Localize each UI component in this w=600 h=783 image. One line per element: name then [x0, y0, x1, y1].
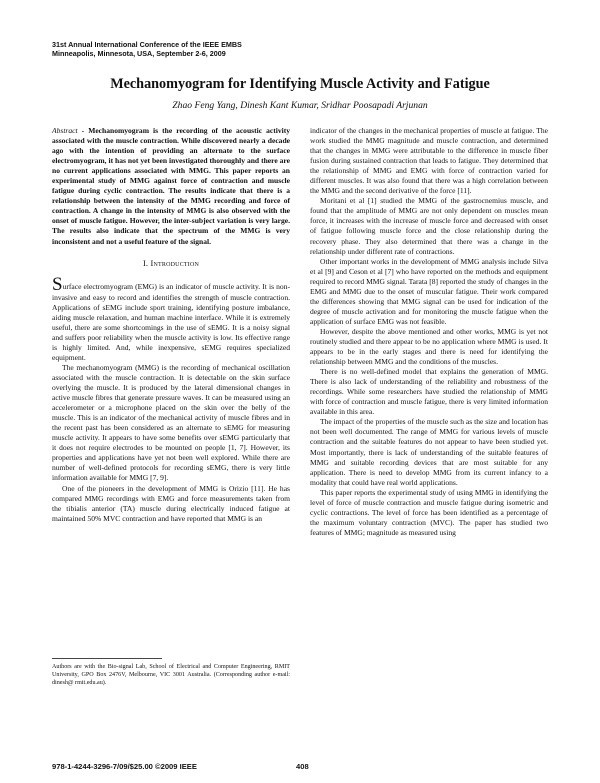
right-paragraph-7: This paper reports the experimental study of using MMG in identifying the level of force of muscle contraction and muscle fatigue during isometric and cyclic contractions. The level of force has been identified as a percentage of the maximum voluntary contraction (MVC). The paper has studied two features of MMG; magnitude as measured using [310, 487, 548, 537]
right-paragraph-5: There is no well-defined model that explains the generation of MMG. There is also lack of understanding of the reliability and robustness of the recordings. While some researchers have studied the relationship of MMG with force of contraction and muscle fatigue, there is very limited information available in this area. [310, 367, 548, 417]
intro-paragraph-3: One of the pioneers in the development of MMG is Orizio [11]. He has compared MMG recordings with EMG and force measurements taken from the tibialis anterior (TA) muscle during electrically induced fatigue at maintained 50% MVC contraction and have reported that MMG is an [52, 483, 290, 523]
right-paragraph-4: However, despite the above mentioned and other works, MMG is yet not routinely studied and there appear to be no application where MMG is used. It appears to be in the early stages and there is need for identifying the relationship between MMG and the conditions of the muscles. [310, 326, 548, 367]
intro-paragraph-1-text: urface electromyogram (EMG) is an indicator of muscle activity. It is non-invasive and easy to record and identifies the strength of muscle contraction. Applications of sEMG include sport training, identifying posture imbalance, aiding muscle relaxation, and human machine interface. While it is extremely useful, there are some shortcomings in the use of sEMG. It is a noisy signal and suffers poor reliability when the muscle activity is low. Its effective range is highly limited. And, while inexpensive, sEMG requires specialized equipment. [52, 281, 290, 362]
intro-paragraph-2: The mechanomyogram (MMG) is the recording of mechanical oscillation associated with the muscle contraction. It is detectable on the skin surface overlying the muscle. It is produced by the lateral dimensional changes in active muscle fibres that generate pressure waves. It can be measured using an accelerometer or a microphone placed on the skin over the belly of the muscle. This is an indicator of the mechanical activity of muscle fibres and in the recent past has been considered as an alternate to sEMG for measuring muscle activity. It appears to have some benefits over sEMG particularly that it does not require electrodes to be mounted on people [1, 7]. However, its properties and applications have yet not been well explored. While there are number of well-defined protocols for recording sEMG, there is very little information available for MMG [7, 9]. [52, 362, 290, 483]
isbn-copyright: 978-1-4244-3296-7/09/$25.00 ©2009 IEEE [52, 762, 197, 771]
abstract [52, 126, 290, 247]
page-number: 408 [296, 762, 309, 771]
right-paragraph-2: Moritani et al [1] studied the MMG of the gastrocnemius muscle, and found that the amplitude of MMG are not only dependent on muscles mean force, it increases with the increase of muscle force and decreased with onset of fatigue following muscle force and the close relationship during the recovery phase. They also determined that there was a change in the relationship under different rate of contractions. [310, 196, 548, 256]
author-footnote: Authors are with the Bio-signal Lab, School of Electrical and Computer Engineering, RMIT University, GPO Box 2476V, Melbourne, VIC 3001 Australia. (Corresponding author e-mail: dinesh@ rmit.edu.au). [52, 664, 290, 687]
conference-header [52, 40, 242, 58]
abstract-text: - Mechanomyogram is the recording of the acoustic activity associated with the muscle contraction. While discovered nearly a decade ago with the intention of providing an alternate to the surface electromyogram, it has not yet been investigated thoroughly and there are no current applications associated with MMG. This paper reports an experimental study of MMG against force of contraction and muscle fatigue during cyclic contraction. The results indicate that there is a relationship between the intensity of the MMG recording and force of contraction. A change in the intensity of MMG is also observed with the onset of muscle fatigue. However, the inter-subject variation is very large. The results also indicate that the spectrum of the MMG is very inconsistent and not a useful feature of the signal. [52, 126, 290, 246]
right-paragraph-3: Other important works in the development of MMG analysis include Silva et al [9] and Ceson et al [7] who have reported on the methods and equipment required to record MMG signal. Tarata [8] reported the study of changes in the EMG and MMG due to the onset of muscular fatigue. Their work compared the differences showing that MMG signal can be used for indication of the degree of muscle activation and for monitoring the muscle fatigue when the application of surface EMG was not feasible. [310, 256, 548, 326]
intro-paragraph-1 [52, 273, 290, 363]
conference-location: Minneapolis, Minnesota, USA, September 2-6, 2009 [52, 49, 226, 58]
right-column [310, 126, 548, 538]
drop-cap: S [52, 273, 63, 295]
abstract-label: Abstract [52, 126, 78, 135]
left-column [52, 126, 290, 524]
section-heading-introduction: I. Introduction [142, 258, 200, 268]
right-paragraph-6: The impact of the properties of the muscle such as the size and location has not been well documented. The range of MMG for various levels of muscle contraction and the suitable features do not appear to have been studied yet. Most importantly, there is lack of understanding of the suitable features of MMG and suitable recording devices that are most suitable for any application. There is need to develop MMG from its current infancy to a modality that could have real world applications. [310, 417, 548, 487]
paper-authors: Zhao Feng Yang, Dinesh Kant Kumar, Sridhar Poosapadi Arjunan [172, 100, 428, 111]
paper-title: Mechanomyogram for Identifying Muscle Activity and Fatigue [110, 76, 490, 92]
footnote-rule [52, 658, 162, 659]
right-paragraph-1: indicator of the changes in the mechanical properties of muscle at fatigue. The work studied the MMG magnitude and muscle contraction, and determined that the changes in MMG were attributable to the difference in muscle fiber fusion during sustained contraction that leads to fatigue. They determined that the relationship of MMG and EMG with force of contraction varied for different muscles. It was also found that there was a high correlation between the MMG and the second derivative of the force [11]. [310, 126, 548, 196]
conference-name: 31st Annual International Conference of the IEEE EMBS [52, 40, 242, 49]
